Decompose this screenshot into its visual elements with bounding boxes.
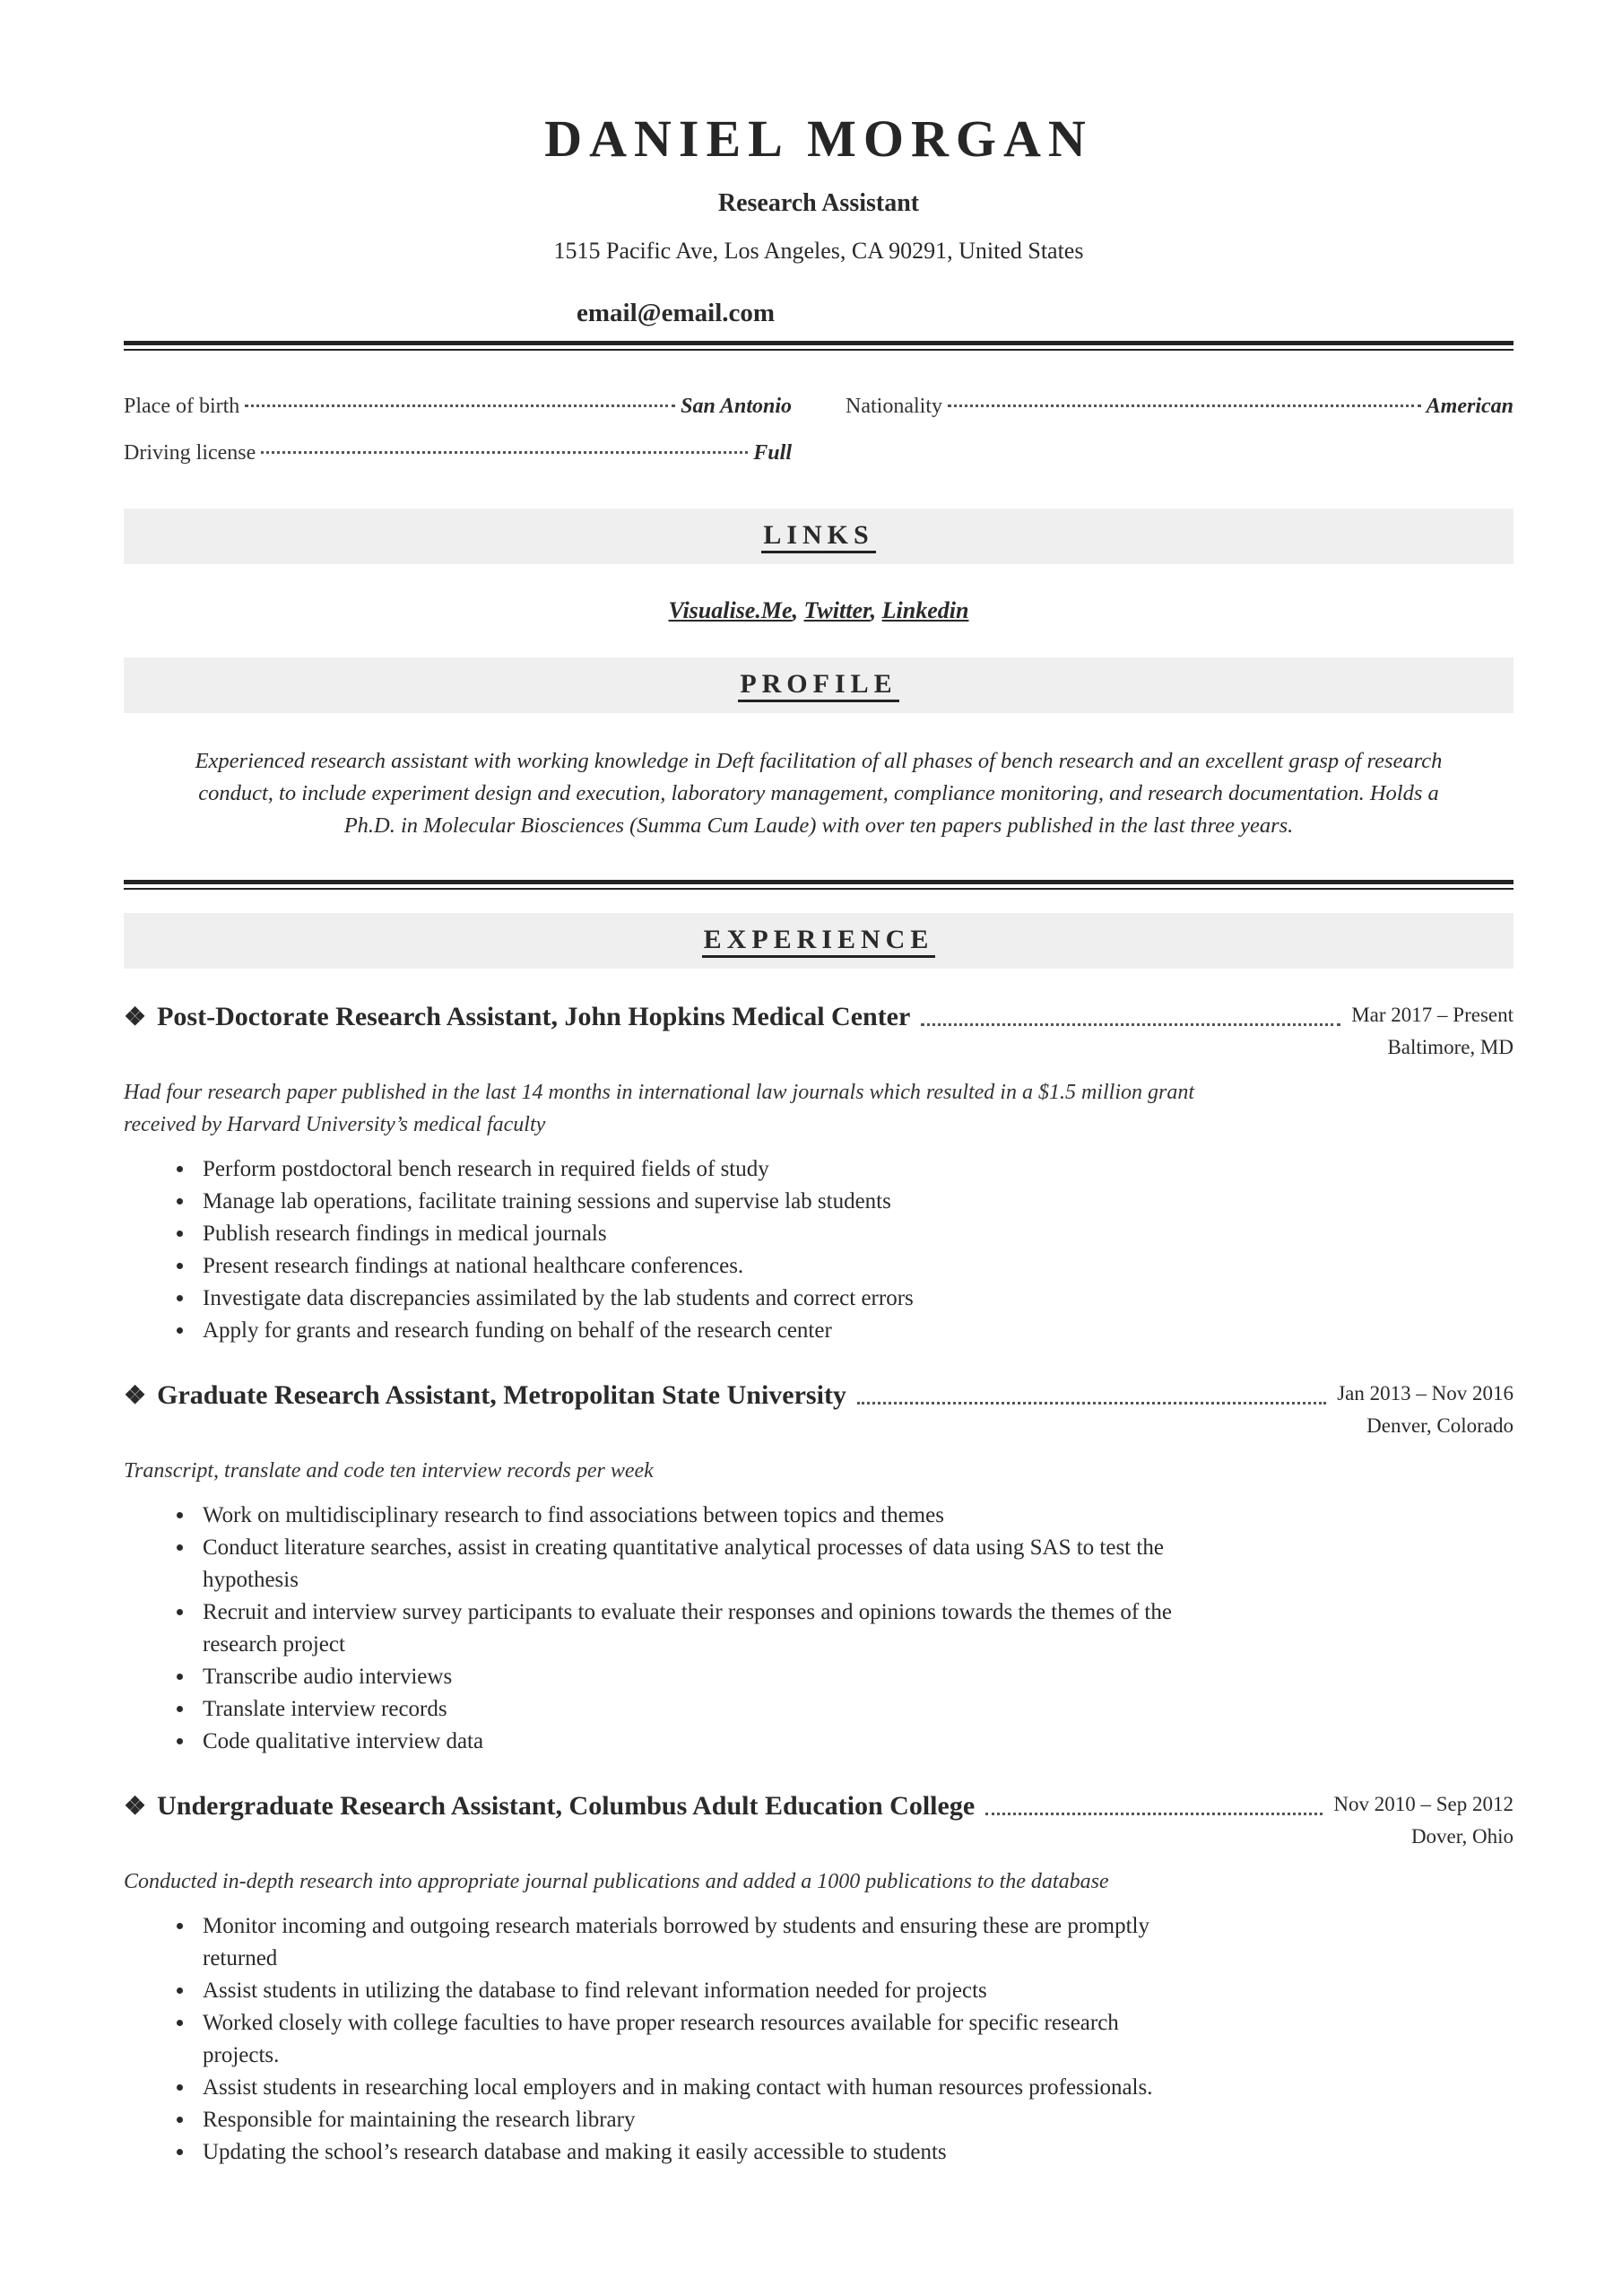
divider [124,880,1514,890]
separator: , [792,597,804,623]
detail-label: Driving license [124,441,256,465]
detail-place-of-birth [124,383,792,430]
date-range: Jan 2013 – Nov 2016 [1337,1382,1514,1405]
divider [124,341,1514,351]
resume-page [124,0,1514,2169]
address: 1515 Pacific Ave, Los Angeles, CA 90291, United States [553,238,1084,264]
experience-entry [124,1378,1514,1758]
date-range: Mar 2017 – Present [1351,1004,1514,1026]
experience-entry [124,999,1514,1347]
separator: , [870,597,882,623]
position-title: Graduate Research Assistant, Metropolitan State University [157,1380,846,1410]
responsibility-item: • Updating the school’s research database and making it easily accessible to students [195,2136,1200,2169]
profile-summary: Experienced research assistant with working knowledge in Deft facilitation of all phases of bench research and an excellent grasp of research conduct, to include experiment design and execution, laboratory management, compliance monitoring, and research documentation. Holds a Ph.D. in Molecular Biosciences (Summa Cum Laude) with over ten papers published in the last three years. [195,749,1443,838]
link-linkedin[interactable]: Linkedin [881,597,969,623]
responsibility-list [195,1153,1200,1347]
experience-list [124,999,1514,2169]
link-twitter[interactable]: Twitter [803,597,871,623]
section-header-experience [124,913,1514,969]
experience-entry [124,1788,1514,2169]
diamond-bullet-icon: ❖ [124,1004,147,1031]
job-title: Research Assistant [717,189,920,217]
section-header-profile [124,657,1514,713]
diamond-bullet-icon: ❖ [124,1382,147,1410]
location: Denver, Colorado [1366,1414,1514,1437]
detail-label: Nationality [846,395,942,418]
personal-details [124,383,1514,476]
location: Dover, Ohio [1410,1825,1514,1848]
section-title: EXPERIENCE [702,925,936,958]
responsibility-item: • Publish research findings in medical journals [195,1218,1200,1250]
leader-dots [948,404,1421,407]
position-description: Transcript, translate and code ten interview records per week [124,1459,654,1483]
responsibility-list [195,1500,1200,1758]
responsibility-item: • Present research findings at national healthcare conferences. [195,1250,1200,1283]
responsibility-item: • Manage lab operations, facilitate training sessions and supervise lab students [195,1186,1200,1218]
position-description: Conducted in-depth research into appropriate journal publications and added a 1000 publications to the database [124,1870,1109,1893]
responsibility-item: • Responsible for maintaining the research library [195,2104,1200,2136]
position-description: Had four research paper published in the last 14 months in international law journals which resulted in a $1.5 million grant received by Harvard University’s medical faculty [124,1081,1194,1136]
detail-value: Full [753,441,792,465]
leader-dots [985,1788,1323,1815]
responsibility-item: • Transcribe audio interviews [195,1661,1200,1693]
responsibility-item: • Translate interview records [195,1693,1200,1726]
position-title: Post-Doctorate Research Assistant, John Hopkins Medical Center [157,1002,911,1031]
responsibility-item: • Perform postdoctoral bench research in required fields of study [195,1153,1200,1186]
position-title: Undergraduate Research Assistant, Columbus Adult Education College [157,1791,976,1821]
date-range: Nov 2010 – Sep 2012 [1333,1793,1514,1815]
section-title: PROFILE [738,669,898,702]
responsibility-item: • Investigate data discrepancies assimilated by the lab students and correct errors [195,1283,1200,1315]
location: Baltimore, MD [1387,1036,1514,1058]
links-list [124,596,1514,625]
responsibility-item: • Worked closely with college faculties to have proper research resources available for specific research projects. [195,2007,1200,2072]
responsibility-item: • Work on multidisciplinary research to find associations between topics and themes [195,1500,1200,1532]
responsibility-item: • Conduct literature searches, assist in creating quantitative analytical processes of data using SAS to test the hypothesis [195,1532,1200,1596]
detail-nationality [846,383,1514,430]
responsibility-item: • Assist students in utilizing the database to find relevant information needed for projects [195,1975,1200,2007]
link-visualise-me[interactable]: Visualise.Me [668,597,793,623]
responsibility-list [195,1910,1200,2169]
leader-dots [245,404,675,407]
candidate-name: DANIEL MORGAN [544,109,1093,168]
email[interactable]: email@email.com [577,299,776,327]
section-header-links [124,509,1514,564]
responsibility-item: • Assist students in researching local employers and in making contact with human resources professionals. [195,2072,1200,2104]
leader-dots [921,999,1340,1026]
responsibility-item: • Apply for grants and research funding on behalf of the research center [195,1315,1200,1347]
responsibility-item: • Monitor incoming and outgoing research materials borrowed by students and ensuring these are promptly returned [195,1910,1200,1975]
leader-dots [857,1378,1326,1405]
responsibility-item: • Recruit and interview survey participants to evaluate their responses and opinions towards the themes of the research project [195,1596,1200,1661]
detail-value: American [1426,395,1514,418]
section-title: LINKS [761,520,875,553]
detail-value: San Antonio [681,395,792,418]
detail-label: Place of birth [124,395,240,418]
leader-dots [261,451,748,454]
diamond-bullet-icon: ❖ [124,1793,147,1821]
responsibility-item: • Code qualitative interview data [195,1726,1200,1758]
detail-driving-license [124,430,792,476]
